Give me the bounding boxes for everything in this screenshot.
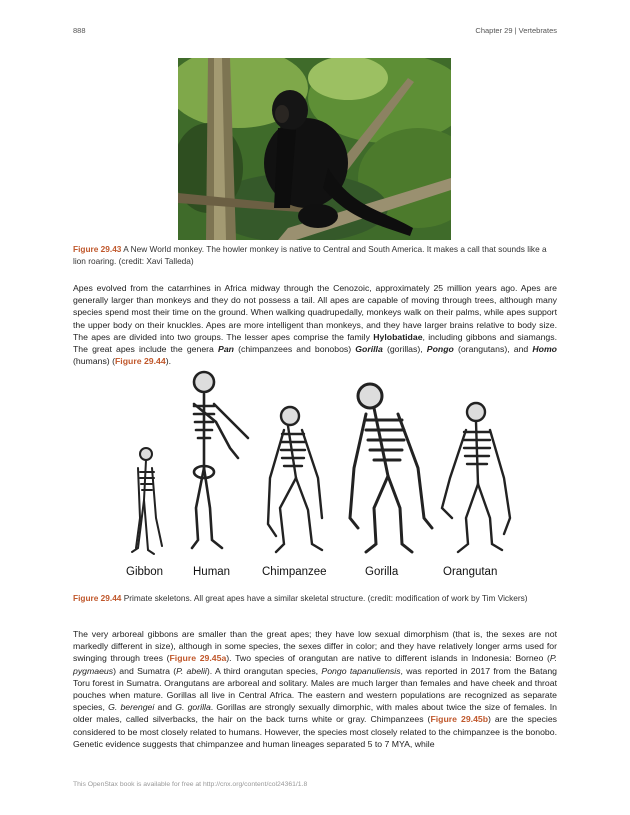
figure-link[interactable]: Figure 29.45b — [430, 714, 489, 725]
primate-skeletons-illustration — [118, 368, 518, 590]
chimpanzee-skeleton — [268, 407, 322, 552]
primate-skeletons-figure — [118, 368, 518, 590]
human-skeleton — [192, 372, 248, 548]
text: Apes evolved from the catarrhines in Africa midway through the Cenozoic, approximately 25 million years ago. Apes are generally larger than monkeys and they do not possess a tail. All apes are capable of moving through trees, although many species spend most their time on the ground. When walking quadrupedally, monkeys walk on their palms, while apes support the upper body on their knuckles. Apes are more intelligent than monkeys, and they have larger brains relative to body size. The apes are divided into two groups. The lesser apes comprise the family — [73, 283, 557, 342]
taxon-gorilla: Gorilla — [355, 344, 383, 355]
taxon-pongo: Pongo — [426, 344, 454, 355]
figure-link[interactable]: Figure 29.45a — [169, 653, 227, 664]
caption-text: A New World monkey. The howler monkey is native to Central and South America. It makes a call that sounds like a lion roaring. (credit: Xavi Talleda) — [73, 244, 547, 266]
taxon-pan: Pan — [218, 344, 234, 355]
skeleton-label-gibbon: Gibbon — [126, 566, 164, 578]
skeleton-label-human: Human — [193, 566, 231, 578]
chapter-title: Chapter 29 | Vertebrates — [475, 26, 557, 35]
text: (chimpanzees and bonobos) — [233, 344, 356, 355]
figure-label: Figure 29.44 — [73, 593, 122, 603]
species-name: P. pygmaeus — [73, 653, 557, 676]
taxon-hylobatidae: Hylobatidae — [373, 331, 423, 342]
species-name: P. abelii — [176, 665, 207, 676]
figure-link[interactable]: Figure 29.44 — [115, 356, 166, 367]
text: . Gorillas are strongly sexually dimorphic, with males about twice the size of females. In older males, called silverbacks, the hair on the back turns white or gray. Chimpanzees ( — [73, 702, 558, 725]
page-number: 888 — [73, 26, 86, 35]
text: ) are the species considered to be most closely related to humans. However, the species most closely related to the chimpanzee is the bonobo. Genetic evidence suggests that chimpanzee and human lineages separated 5 to 7 MYA, while — [73, 714, 557, 749]
gibbon-skeleton — [132, 448, 162, 554]
text: ) and Sumatra ( — [113, 665, 177, 676]
gorilla-skeleton — [350, 384, 432, 552]
text: ). — [165, 356, 172, 367]
species-name: G. berengei — [108, 702, 155, 713]
text: ). Two species of orangutan are native to different islands in Indonesia: Borneo ( — [226, 653, 550, 664]
caption-text: Primate skeletons. All great apes have a similar skeletal structure. (credit: modification of work by Tim Vickers) — [121, 593, 528, 603]
text: , was reported in 2017 from the Batang Toru forest in Sumatra. Orangutans are arboreal and solitary. Males are much larger than females and have cheek and throat pouches when mature. Gorillas all live in Central Africa. The eastern and western populations are recognized as separate species, — [73, 665, 557, 713]
species-name: Pongo tapanuliensis — [321, 665, 401, 676]
howler-monkey-illustration — [178, 58, 451, 240]
howler-monkey-photo — [178, 58, 451, 240]
text: and — [154, 702, 176, 713]
species-name: G. gorilla — [175, 702, 211, 713]
text: (humans) ( — [73, 356, 115, 367]
figure-label: Figure 29.43 — [73, 244, 122, 254]
figure-29-44-caption — [73, 592, 557, 604]
skeleton-label-chimpanzee: Chimpanzee — [262, 566, 327, 578]
footer-note: This OpenStax book is available for free at http://cnx.org/content/col24361/1.8 — [73, 781, 308, 788]
text: (gorillas), — [382, 344, 427, 355]
paragraph-great-apes — [73, 628, 557, 750]
figure-29-43-caption — [73, 243, 557, 267]
paragraph-apes — [73, 282, 557, 367]
text: The very arboreal gibbons are smaller than the great apes; they have low sexual dimorphism (that is, the sexes are not markedly different in size), although in some species, the sexes differ in color; and they have relatively longer arms used for swinging through trees ( — [73, 629, 557, 664]
orangutan-skeleton — [442, 403, 510, 552]
skeleton-label-gorilla: Gorilla — [365, 566, 399, 578]
text: ). A third orangutan species, — [206, 665, 322, 676]
skeleton-label-orangutan: Orangutan — [443, 566, 498, 578]
text: (orangutans), and — [453, 344, 533, 355]
taxon-homo: Homo — [532, 344, 557, 355]
text: , including gibbons and siamangs. The great apes include the genera — [73, 331, 558, 355]
